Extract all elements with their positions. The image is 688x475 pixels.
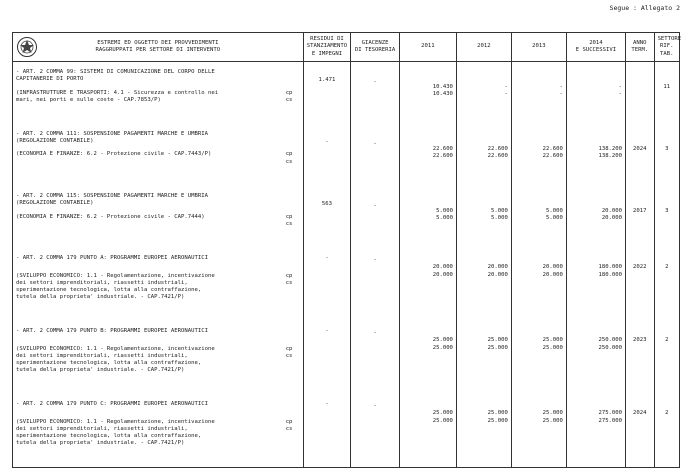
article-title: - ART. 2 COMMA 179 PUNTO B: PROGRAMMI EUROPEI AERONAUTICI <box>16 328 208 335</box>
column-header-giacenze: GIACENZE DI TESORERIA <box>351 33 400 62</box>
table-row <box>13 321 680 394</box>
article-subtitle: (REGOLAZIONE CONTABILE) <box>16 138 94 145</box>
cp-label: cp <box>285 213 293 220</box>
value-2011: 5.000 5.000 <box>399 186 456 248</box>
value-2014: 180.000 180.000 <box>566 248 625 321</box>
settore-cell: 3 <box>654 186 679 248</box>
value-2011: 25.000 25.000 <box>399 321 456 394</box>
value-2014: 138.200 138.200 <box>566 124 625 186</box>
column-header-2012: 2012 <box>456 33 511 62</box>
residui-cell: - <box>303 124 351 186</box>
column-header-2014: 2014 E SUCCESSIVI <box>566 33 625 62</box>
cp-label: cp <box>285 418 293 425</box>
anno-term-cell <box>626 62 655 124</box>
value-2011: 22.600 22.600 <box>399 124 456 186</box>
giacenze-cell: - <box>351 62 400 124</box>
residui-cell: - <box>303 321 351 394</box>
article-subtitle: CAPITANERIE DI PORTO <box>16 76 84 83</box>
column-header-description: ESTREMI ED OGGETTO DEI PROVVEDIMENTI RAGGRUPPATI PER SETTORE DI INTERVENTO <box>13 33 304 62</box>
value-2012: 25.000 25.000 <box>456 321 511 394</box>
page-header: Segue : Allegato 2 <box>609 4 680 12</box>
value-2012: - - <box>456 62 511 124</box>
article-title: - ART. 2 COMMA 111: SOSPENSIONE PAGAMENTI MARCHE E UMBRIA <box>16 130 208 137</box>
anno-term-cell: 2017 <box>626 186 655 248</box>
anno-term-cell: 2024 <box>626 124 655 186</box>
settore-cell: 2 <box>654 321 679 394</box>
column-header-2011: 2011 <box>399 33 456 62</box>
value-2011: 10.430 10.430 <box>399 62 456 124</box>
article-title: - ART. 2 COMMA 115: SOSPENSIONE PAGAMENTI MARCHE E UMBRIA <box>16 193 208 200</box>
article-title: - ART. 2 COMMA 99: SISTEMI DI COMUNICAZIONE DEL CORPO DELLE <box>16 69 215 75</box>
category-line: dei settori imprenditoriali, riassetti industriali, <box>16 352 188 359</box>
cp-label: cp <box>285 151 293 158</box>
category-line: (SVILUPPO ECONOMICO: 1.1 - Regolamentazione, incentivazione <box>16 418 215 425</box>
row-description <box>13 394 304 467</box>
category-line: dei settori imprenditoriali, riassetti industriali, <box>16 279 188 286</box>
residui-cell: - <box>303 248 351 321</box>
value-2011: 25.000 25.000 <box>399 394 456 467</box>
category-line: tutela della proprieta' industriale. - CAP.7421/P) <box>16 440 185 447</box>
settore-cell: 11 <box>654 62 679 124</box>
category-line: (SVILUPPO ECONOMICO: 1.1 - Regolamentazione, incentivazione <box>16 272 215 279</box>
value-2014: 275.000 275.000 <box>566 394 625 467</box>
emblem-icon <box>16 36 38 58</box>
table-row <box>13 124 680 186</box>
table-row <box>13 62 680 124</box>
table-row <box>13 394 680 467</box>
category-line: sperimentazione tecnologica, lotta alla contraffazione, <box>16 287 202 294</box>
article-subtitle: (REGOLAZIONE CONTABILE) <box>16 200 94 207</box>
value-2014: - - <box>566 62 625 124</box>
value-2013: 20.000 20.000 <box>511 248 566 321</box>
cs-label: cs <box>285 158 293 165</box>
value-2013: 5.000 5.000 <box>511 186 566 248</box>
category-line: tutela della proprieta' industriale. - CAP.7421/P) <box>16 367 185 374</box>
anno-term-cell: 2022 <box>626 248 655 321</box>
category-line: sperimentazione tecnologica, lotta alla contraffazione, <box>16 433 202 440</box>
value-2013: 22.600 22.600 <box>511 124 566 186</box>
article-title: - ART. 2 COMMA 179 PUNTO C: PROGRAMMI EUROPEI AERONAUTICI <box>16 401 208 408</box>
settore-cell: 2 <box>654 394 679 467</box>
giacenze-cell: - <box>351 124 400 186</box>
value-2012: 22.600 22.600 <box>456 124 511 186</box>
row-description <box>13 62 304 124</box>
row-description <box>13 124 304 186</box>
category-line: tutela della proprieta' industriale. - CAP.7421/P) <box>16 294 185 301</box>
cs-label: cs <box>285 352 293 359</box>
anno-term-cell: 2023 <box>626 321 655 394</box>
residui-cell: - <box>303 394 351 467</box>
cp-label: cp <box>285 345 293 352</box>
giacenze-cell: - <box>351 186 400 248</box>
value-2011: 20.000 20.000 <box>399 248 456 321</box>
anno-term-cell: 2024 <box>626 394 655 467</box>
row-description <box>13 321 304 394</box>
settore-cell: 2 <box>654 248 679 321</box>
table-row <box>13 186 680 248</box>
row-description <box>13 248 304 321</box>
giacenze-cell: - <box>351 248 400 321</box>
category-line: (ECONOMIA E FINANZE: 6.2 - Protezione civile - CAP.7444) <box>16 213 205 220</box>
category-line: (INFRASTRUTTURE E TRASPORTI: 4.1 - Sicurezza e controllo nei <box>16 89 219 96</box>
cs-label: cs <box>285 425 293 432</box>
cp-label: cp <box>285 89 293 96</box>
category-line: (ECONOMIA E FINANZE: 6.2 - Protezione civile - CAP.7443/P) <box>16 151 212 158</box>
cs-label: cs <box>285 220 293 227</box>
value-2012: 20.000 20.000 <box>456 248 511 321</box>
value-2014: 250.000 250.000 <box>566 321 625 394</box>
value-2013: 25.000 25.000 <box>511 321 566 394</box>
column-header-residui: RESIDUI DI STANZIAMENTO E IMPEGNI <box>303 33 351 62</box>
value-2013: 25.000 25.000 <box>511 394 566 467</box>
category-line: (SVILUPPO ECONOMICO: 1.1 - Regolamentazione, incentivazione <box>16 345 215 352</box>
cp-label: cp <box>285 272 293 279</box>
column-header-anno: ANNO TERM. <box>626 33 655 62</box>
appropriations-table <box>12 32 680 468</box>
cs-label: cs <box>285 279 293 286</box>
residui-cell: 1.471 <box>303 62 351 124</box>
category-line: dei settori imprenditoriali, riassetti industriali, <box>16 425 188 432</box>
giacenze-cell: - <box>351 394 400 467</box>
value-2012: 25.000 25.000 <box>456 394 511 467</box>
value-2014: 20.000 20.000 <box>566 186 625 248</box>
column-header-2013: 2013 <box>511 33 566 62</box>
table-header-row <box>13 33 680 62</box>
column-header-settore: SETTORE RIF. TAB. <box>654 33 679 62</box>
row-description <box>13 186 304 248</box>
residui-cell: 563 <box>303 186 351 248</box>
table-row <box>13 248 680 321</box>
article-title: - ART. 2 COMMA 179 PUNTO A: PROGRAMMI EUROPEI AERONAUTICI <box>16 255 208 262</box>
category-line: mari, nei porti e sulle coste - CAP.7853/P) <box>16 96 161 103</box>
settore-cell: 3 <box>654 124 679 186</box>
category-line: sperimentazione tecnologica, lotta alla contraffazione, <box>16 360 202 367</box>
cs-label: cs <box>285 96 293 103</box>
value-2013: - - <box>511 62 566 124</box>
value-2012: 5.000 5.000 <box>456 186 511 248</box>
giacenze-cell: - <box>351 321 400 394</box>
